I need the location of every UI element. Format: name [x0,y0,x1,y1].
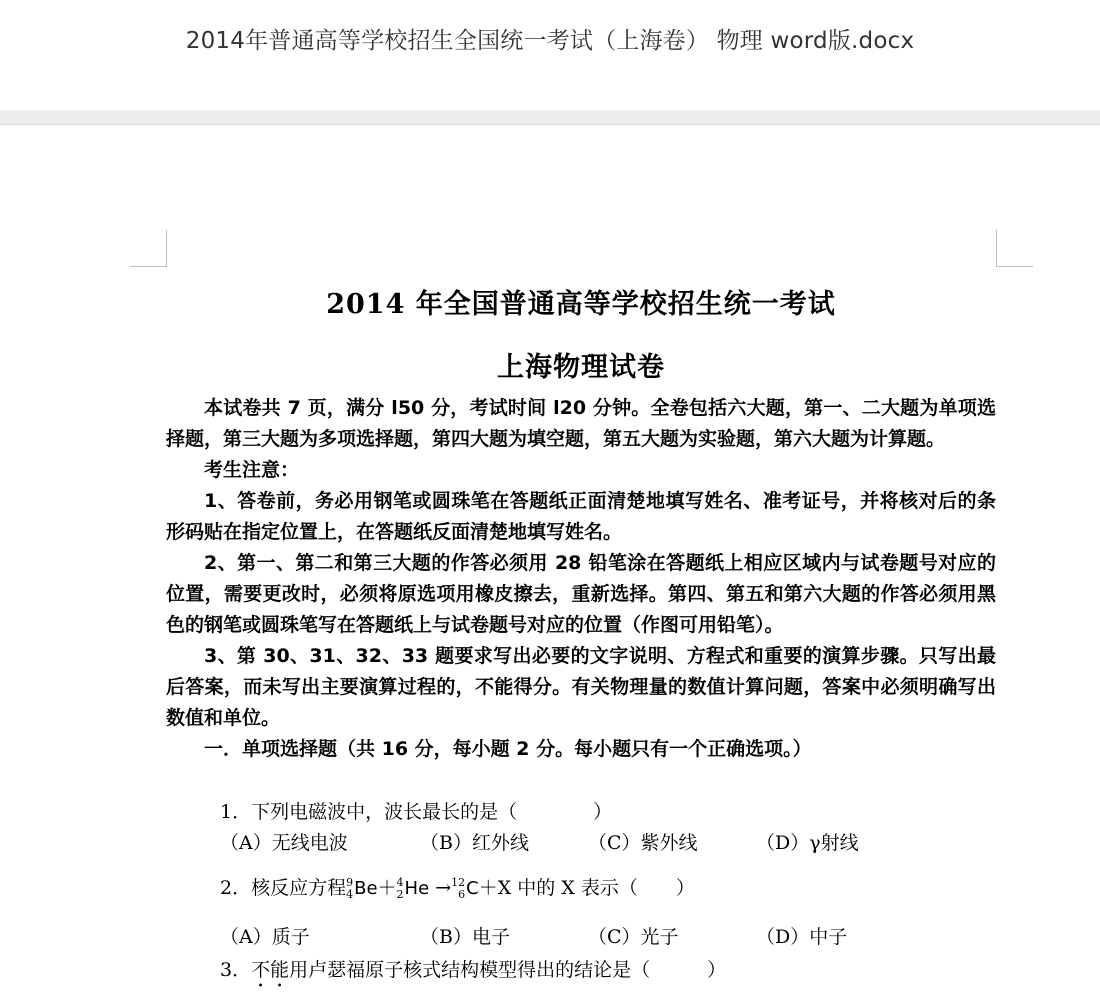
intro-paragraph: 本试卷共 7 页，满分 l50 分，考试时间 l20 分钟。全卷包括六大题，第一、二大题为单项选择题，第三大题为多项选择题，第四大题为填空题，第五大题为实验题，第六大题为计算题。 [166,397,996,450]
question-2-prefix: 2．核反应方程 [220,877,347,899]
document-title: 2014 年全国普通高等学校招生统一考试 [326,289,836,320]
question-2 [166,870,996,955]
c-mass-number: 12 [451,876,466,889]
question-1 [166,797,996,859]
be-nucleon-numbers [346,877,353,901]
question-2-suffix: ＋X 中的 X 表示（ ） [478,877,695,899]
question-2-stem [166,870,996,907]
be-charge-number: 4 [346,888,354,901]
notice-heading: 考生注意： [204,459,300,481]
he-charge-number: 2 [396,888,404,901]
option-a: （A）无线电波 [220,832,348,854]
notice-item-1: 1、答卷前，务必用钢笔或圆珠笔在答题纸正面清楚地填写姓名、准考证号，并将核对后的条形码贴在指定位置上，在答题纸反面清楚地填写姓名。 [166,490,996,543]
option-d: （D）γ射线 [756,832,859,854]
c-nucleon-numbers [451,877,465,901]
he-nucleon-numbers [397,877,404,901]
option-d: （D）中子 [756,926,848,948]
document-page[interactable] [0,125,1100,990]
margin-corner-top-left [130,230,167,267]
document-body [166,393,996,765]
he-mass-number: 4 [396,876,404,889]
notice-item-3: 3、第 30、31、32、33 题要求写出必要的文字说明、方程式和重要的演算步骤。只写出最后答案，而未写出主要演算过程的，不能得分。有关物理量的数值计算问题，答案中必须明确写出数值和单位。 [166,645,996,729]
question-3-emphasis: 不能 [251,959,290,981]
question-2-options [166,919,996,955]
title-bar [0,0,1100,110]
toolbar-divider [0,110,1100,125]
reaction-arrow: → [429,877,452,899]
section-heading: 一．单项选择题（共 16 分，每小题 2 分。每小题只有一个正确选项。） [204,738,812,760]
question-1-options [166,828,996,859]
question-3-stem [166,955,996,992]
question-3-number: 3． [220,959,252,981]
option-b: （B）红外线 [420,832,529,854]
option-c: （C）紫外线 [588,832,698,854]
be-mass-number: 9 [346,876,354,889]
option-b: （B）电子 [420,926,510,948]
he-symbol: He [404,878,430,899]
document-subtitle: 上海物理试卷 [497,352,665,383]
c-symbol: C [466,878,479,899]
question-3 [166,955,996,992]
question-1-stem: 1．下列电磁波中，波长最长的是（ ） [220,801,613,823]
c-charge-number: 6 [458,888,466,901]
window-title: 2014年普通高等学校招生全国统一考试（上海卷） 物理 word版.docx [185,28,915,54]
be-symbol: Be [354,878,378,899]
option-a: （A）质子 [220,926,310,948]
question-3-text: 用卢瑟福原子核式结构模型得出的结论是（ ） [289,959,727,981]
margin-corner-top-right [996,230,1033,267]
option-c: （C）光子 [588,926,679,948]
plus-sign: ＋ [377,877,397,899]
notice-item-2: 2、第一、第二和第三大题的作答必须用 28 铅笔涂在答题纸上相应区域内与试卷题号对应的位置，需要更改时，必须将原选项用橡皮擦去，重新选择。第四、第五和第六大题的作答必须用黑色的钢笔或圆珠笔写在答题纸上与试卷题号对应的位置（作图可用铅笔）。 [166,552,996,636]
